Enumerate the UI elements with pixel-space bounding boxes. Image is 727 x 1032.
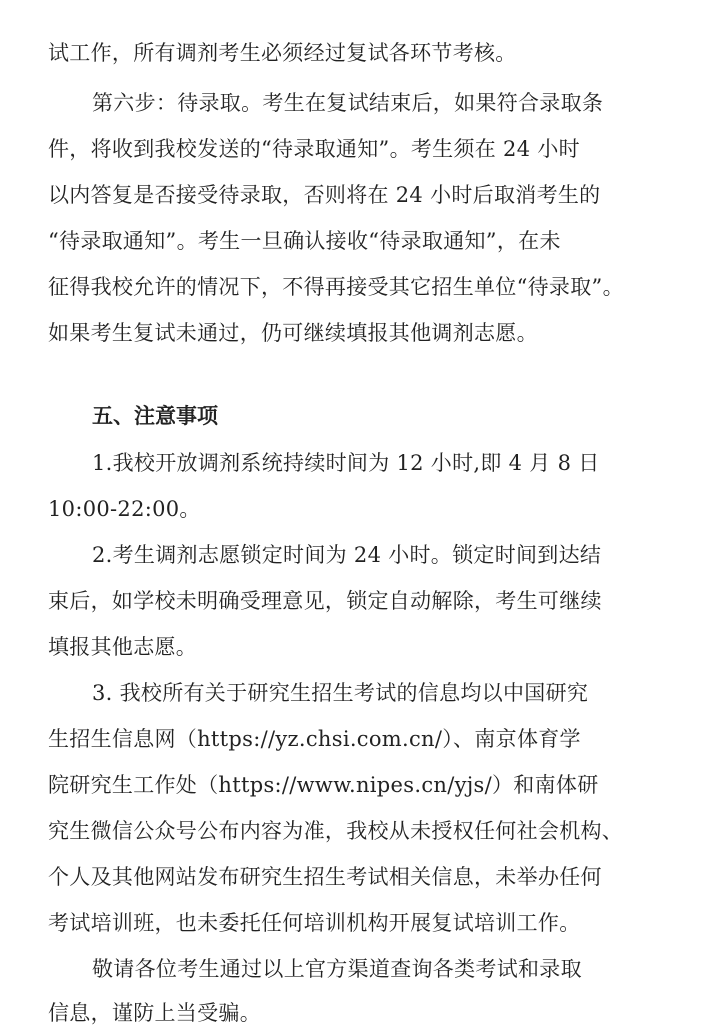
text-line: 10:00-22:00。 — [48, 497, 201, 521]
text-line: 以内答复是否接受待录取，否则将在 24 小时后取消考生的 — [48, 183, 601, 207]
text-line: 束后，如学校未明确受理意见，锁定自动解除，考生可继续 — [48, 589, 602, 613]
text-line: 3. 我校所有关于研究生招生考试的信息均以中国研究 — [92, 681, 589, 705]
text-line: 个人及其他网站发布研究生招生考试相关信息，未举办任何 — [48, 865, 602, 889]
text-line: 1.我校开放调剂系统持续时间为 12 小时,即 4 月 8 日 — [92, 451, 600, 475]
section-heading: 五、注意事项 — [92, 404, 218, 428]
text-line: 生招生信息网（https://yz.chsi.com.cn/）、南京体育学 — [48, 727, 581, 751]
text-line: 试工作，所有调剂考生必须经过复试各环节考核。 — [48, 41, 517, 65]
text-line: 敬请各位考生通过以上官方渠道查询各类考试和录取 — [92, 957, 582, 981]
text-line: 第六步：待录取。考生在复试结束后，如果符合录取条 — [92, 91, 604, 115]
text-line: 件，将收到我校发送的“待录取通知”。考生须在 24 小时 — [48, 137, 580, 161]
text-line: 究生微信公众号公布内容为准，我校从未授权任何社会机构、 — [48, 819, 624, 843]
text-line: 填报其他志愿。 — [48, 635, 198, 659]
text-line: 2.考生调剂志愿锁定时间为 24 小时。锁定时间到达结 — [92, 543, 602, 567]
text-line: “待录取通知”。考生一旦确认接收“待录取通知”，在未 — [48, 229, 561, 253]
text-line: 信息，谨防上当受骗。 — [48, 1001, 261, 1025]
text-line: 考试培训班，也未委托任何培训机构开展复试培训工作。 — [48, 911, 581, 935]
text-line: 征得我校允许的情况下，不得再接受其它招生单位“待录取”。 — [48, 275, 624, 299]
text-line: 如果考生复试未通过，仍可继续填报其他调剂志愿。 — [48, 321, 538, 345]
text-line: 院研究生工作处（https://www.nipes.cn/yjs/）和南体研 — [48, 773, 599, 797]
